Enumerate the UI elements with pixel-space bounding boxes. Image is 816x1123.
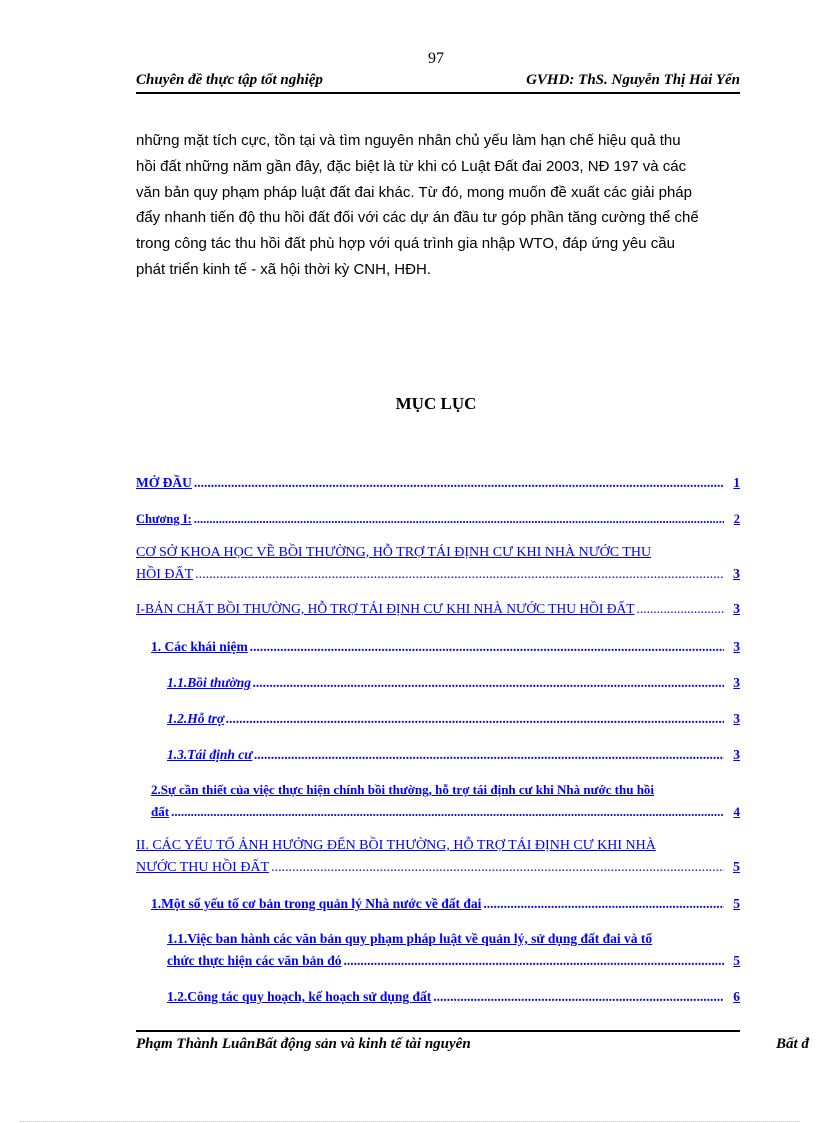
toc-entry-page[interactable]: 2 (733, 512, 740, 526)
toc-entry-text[interactable]: I-BẢN CHẤT BỒI THƯỜNG, HỖ TRỢ TÁI ĐỊNH CƯ KHI NHÀ NƯỚC THU HỒI ĐẤT (136, 601, 635, 616)
page-number: 97 (428, 50, 444, 67)
toc-entry-text[interactable]: đất (151, 804, 170, 819)
toc-entry-page[interactable]: 3 (733, 711, 740, 726)
toc-entry-boi-thuong[interactable] (167, 672, 740, 694)
toc-entry-page[interactable]: 1 (733, 475, 740, 490)
toc-entry-text[interactable]: chức thực hiện các văn bản đó (167, 953, 342, 968)
toc-entry-page[interactable]: 5 (733, 953, 740, 968)
page-bottom-edge (20, 1121, 800, 1122)
toc-entry-text[interactable]: 1. Các khái niệm (151, 639, 248, 654)
toc-entry-viec-ban-hanh[interactable] (167, 928, 740, 972)
toc-entry-text[interactable]: MỞ ĐẦU (136, 475, 192, 490)
intro-line: những mặt tích cực, tồn tại và tìm nguyên nhân chủ yếu làm hạn chế hiệu quả thu (136, 132, 681, 149)
toc-entry-text[interactable]: 1.2.Hỗ trợ (167, 711, 225, 726)
toc-entry-line1[interactable]: II. CÁC YẾU TỐ ẢNH HƯỞNG ĐẾN BỒI THƯỜNG, HỖ TRỢ TÁI ĐỊNH CƯ KHI NHÀ (136, 838, 656, 853)
toc-entry-page[interactable]: 4 (733, 804, 740, 819)
footer-divider (136, 1030, 740, 1032)
toc-entry-chuong-1[interactable] (136, 508, 740, 530)
toc-entry-cac-khai-niem[interactable] (151, 636, 740, 658)
toc-entry-page[interactable]: 5 (733, 860, 740, 875)
toc-entry-page[interactable]: 5 (733, 896, 740, 911)
intro-line: trong công tác thu hồi đất phù hợp với quá trình gia nhập WTO, đáp ứng yêu cầu (136, 235, 675, 253)
toc-entry-co-so-khoa-hoc[interactable] (136, 542, 740, 586)
toc-entry-line1[interactable]: CƠ SỞ KHOA HỌC VỀ BỒI THƯỜNG, HỖ TRỢ TÁI ĐỊNH CƯ KHI NHÀ NƯỚC THU (136, 545, 652, 560)
intro-line: đẩy nhanh tiến độ thu hồi đất đối với các dự án đầu tư góp phần tăng cường thể chế (136, 209, 699, 227)
toc-entry-page[interactable]: 3 (733, 567, 740, 582)
toc-entry-line1[interactable]: 1.1.Việc ban hành các văn bản quy phạm pháp luật về quản lý, sử dụng đất đai và tổ (167, 931, 653, 946)
toc-entry-text[interactable]: 1.1.Bồi thường (167, 675, 251, 690)
toc-entry-text[interactable]: 1.3.Tái định cư (167, 747, 253, 762)
page-header (136, 70, 740, 94)
header-right-advisor: GVHD: ThS. Nguyễn Thị Hải Yến (526, 72, 740, 88)
toc-entry-ban-chat[interactable] (136, 598, 740, 620)
toc-entry-cac-yeu-to[interactable] (136, 835, 740, 879)
toc-title: MỤC LỤC (395, 394, 477, 413)
toc-entry-page[interactable]: 3 (733, 747, 740, 762)
header-left-title: Chuyên đề thực tập tốt nghiệp (136, 72, 323, 88)
toc-entry-quy-hoach[interactable] (167, 986, 740, 1008)
toc-entry-su-can-thiet[interactable] (151, 779, 740, 823)
toc-entry-mot-so-yeu-to[interactable] (151, 893, 740, 915)
toc-entry-line1[interactable]: 2.Sự cần thiết của việc thực hiện chính bồi thường, hỗ trợ tái định cư khi Nhà nước thu hồi (151, 782, 655, 797)
toc-entry-text[interactable]: 1.2.Công tác quy hoạch, kế hoạch sử dụng đất (167, 989, 432, 1004)
toc-entry-text[interactable]: NƯỚC THU HỒI ĐẤT (136, 860, 270, 875)
toc-entry-text[interactable]: 1.Một số yếu tố cơ bản trong quản lý Nhà nước về đất đai (151, 896, 482, 911)
intro-paragraph (136, 128, 740, 283)
toc-entry-ho-tro[interactable] (167, 708, 740, 730)
intro-line: phát triển kinh tế - xã hội thời kỳ CNH, HĐH. (136, 260, 431, 278)
toc-entry-mo-dau[interactable] (136, 472, 740, 494)
toc-entry-page[interactable]: 6 (733, 989, 740, 1004)
toc-entry-text[interactable]: HỒI ĐẤT (136, 567, 194, 582)
toc-entry-text[interactable]: Chương I: (136, 512, 192, 526)
toc-entry-page[interactable]: 3 (733, 639, 740, 654)
toc-entry-tai-dinh-cu[interactable] (167, 744, 740, 766)
footer-author-course: Phạm Thành LuânBất động sản và kinh tế tài nguyên (136, 1036, 471, 1052)
footer-right-text: Bất đ (776, 1036, 809, 1052)
toc-entry-page[interactable]: 3 (733, 675, 740, 690)
toc-entry-page[interactable]: 3 (733, 601, 740, 616)
intro-line: văn bản quy phạm pháp luật đất đai khác. Từ đó, mong muốn đề xuất các giải pháp (136, 183, 692, 201)
intro-line: hồi đất những năm gần đây, đặc biệt là từ khi có Luật Đất đai 2003, NĐ 197 và các (136, 157, 687, 175)
